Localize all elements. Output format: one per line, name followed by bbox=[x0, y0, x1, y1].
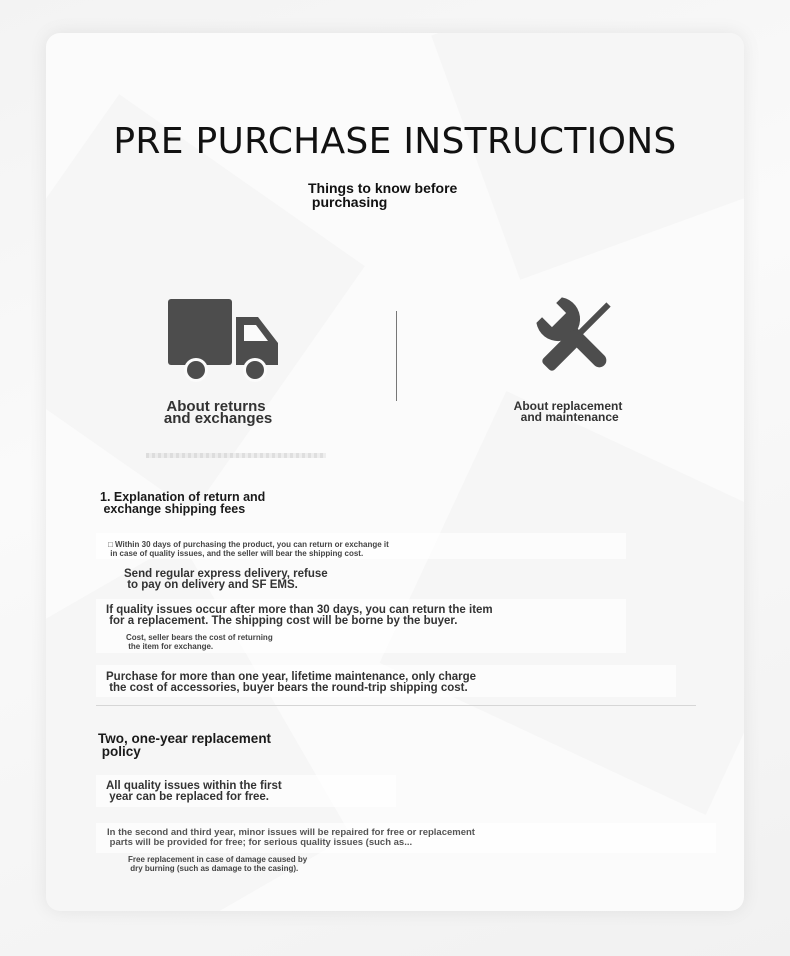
section1-note: □ Within 30 days of purchasing the product, you can return or exchange it in case of quality issues, and the seller will bear the shipping cost. bbox=[108, 540, 389, 558]
section1-after30: If quality issues occur after more than 30 days, you can return the item for a replacement. The shipping cost will be borne by the buyer. bbox=[106, 604, 493, 627]
blurred-text-line bbox=[146, 453, 326, 458]
section2-dry-burn: Free replacement in case of damage caused by dry burning (such as damage to the casing). bbox=[128, 855, 308, 873]
section2-heading: Two, one-year replacement policy bbox=[98, 731, 272, 759]
section2-later-years: In the second and third year, minor issues will be repaired for free or replacement parts will be provided for free; for serious quality issues (such as... bbox=[107, 827, 475, 848]
page-subtitle: Things to know before purchasing bbox=[308, 180, 458, 210]
feature-label-maintenance: About replacement and maintenance bbox=[513, 399, 623, 424]
section1-express: Send regular express delivery, refuse to pay on delivery and SF EMS. bbox=[124, 568, 328, 591]
instructions-card bbox=[46, 33, 744, 911]
section2-first-year: All quality issues within the first year can be replaced for free. bbox=[106, 780, 282, 803]
feature-label-returns: About returns and exchanges bbox=[163, 398, 273, 427]
section-divider bbox=[96, 705, 696, 706]
section1-cost-note: Cost, seller bears the cost of returning the item for exchange. bbox=[126, 633, 273, 651]
section1-lifetime: Purchase for more than one year, lifetime maintenance, only charge the cost of accessories, buyer bears the round-trip shipping cost. bbox=[106, 671, 477, 694]
page-title: PRE PURCHASE INSTRUCTIONS bbox=[113, 121, 677, 162]
section1-heading: 1. Explanation of return and exchange shipping fees bbox=[100, 490, 266, 516]
feature-divider bbox=[396, 311, 397, 401]
tools-icon bbox=[528, 291, 624, 388]
truck-icon bbox=[166, 297, 282, 388]
